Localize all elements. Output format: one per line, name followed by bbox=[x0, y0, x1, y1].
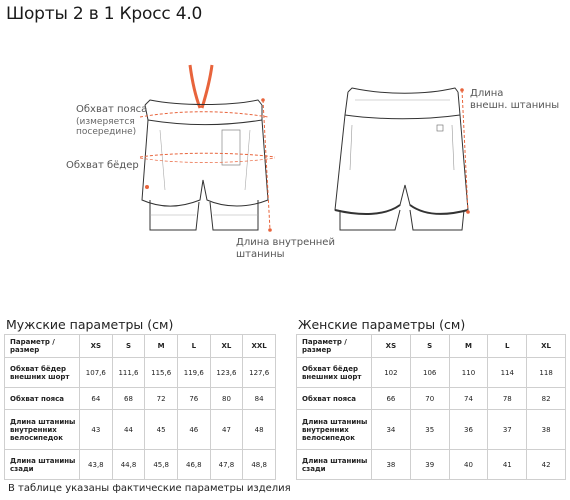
table-header-cell: XS bbox=[372, 335, 411, 358]
table-header-cell: XL bbox=[210, 335, 243, 358]
waist-note-line1: (измеряется bbox=[76, 117, 135, 127]
table-row bbox=[297, 358, 566, 388]
table-header-row bbox=[297, 335, 566, 358]
waist-note-line2: посередине) bbox=[76, 127, 137, 137]
table-header-cell: XXL bbox=[243, 335, 276, 358]
row-label: Длина штанины сзади bbox=[297, 450, 372, 480]
waist-annotation: Обхват пояса bbox=[76, 104, 148, 115]
table-cell: 45 bbox=[145, 410, 178, 450]
table-cell: 114 bbox=[488, 358, 527, 388]
table-cell: 66 bbox=[372, 388, 411, 410]
table-cell: 45,8 bbox=[145, 450, 178, 480]
table-cell: 123,6 bbox=[210, 358, 243, 388]
table-cell: 68 bbox=[112, 388, 145, 410]
table-cell: 102 bbox=[372, 358, 411, 388]
table-cell: 36 bbox=[449, 410, 488, 450]
table-cell: 48 bbox=[243, 410, 276, 450]
row-label: Длина штанины внутренних велосипедок bbox=[297, 410, 372, 450]
table-cell: 106 bbox=[410, 358, 449, 388]
outer-length-annotation-line2: внешн. штанины bbox=[470, 100, 560, 111]
table-cell: 47 bbox=[210, 410, 243, 450]
outer-length-annotation-line1: Длина bbox=[470, 88, 504, 99]
table-cell: 111,6 bbox=[112, 358, 145, 388]
table-cell: 42 bbox=[527, 450, 566, 480]
table-cell: 74 bbox=[449, 388, 488, 410]
table-cell: 41 bbox=[488, 450, 527, 480]
row-label: Длина штанины внутренних велосипедок bbox=[5, 410, 80, 450]
table-header-cell: Параметр / размер bbox=[297, 335, 372, 358]
table-header-cell: M bbox=[145, 335, 178, 358]
table-cell: 48,8 bbox=[243, 450, 276, 480]
table-cell: 46,8 bbox=[177, 450, 210, 480]
women-table-title: Женские параметры (см) bbox=[298, 317, 466, 332]
table-cell: 110 bbox=[449, 358, 488, 388]
table-cell: 44 bbox=[112, 410, 145, 450]
table-cell: 38 bbox=[527, 410, 566, 450]
table-header-cell: M bbox=[449, 335, 488, 358]
page-title: Шорты 2 в 1 Кросс 4.0 bbox=[6, 4, 203, 24]
table-cell: 39 bbox=[410, 450, 449, 480]
table-cell: 107,6 bbox=[80, 358, 113, 388]
table-cell: 119,6 bbox=[177, 358, 210, 388]
table-cell: 40 bbox=[449, 450, 488, 480]
men-table-title: Мужские параметры (см) bbox=[6, 317, 174, 332]
back-shorts-drawing bbox=[335, 88, 468, 230]
table-header-cell: L bbox=[488, 335, 527, 358]
row-label: Длина штанины сзади bbox=[5, 450, 80, 480]
table-row bbox=[5, 388, 276, 410]
table-row bbox=[297, 388, 566, 410]
table-cell: 118 bbox=[527, 358, 566, 388]
table-cell: 64 bbox=[80, 388, 113, 410]
table-cell: 37 bbox=[488, 410, 527, 450]
inner-length-annotation-line2: штанины bbox=[236, 249, 285, 260]
table-cell: 115,6 bbox=[145, 358, 178, 388]
table-header-row bbox=[5, 335, 276, 358]
table-cell: 34 bbox=[372, 410, 411, 450]
table-cell: 35 bbox=[410, 410, 449, 450]
table-header-cell: XL bbox=[527, 335, 566, 358]
row-label: Обхват бёдер внешних шорт bbox=[5, 358, 80, 388]
row-label: Обхват пояса bbox=[297, 388, 372, 410]
table-header-cell: S bbox=[410, 335, 449, 358]
hips-annotation: Обхват бёдер bbox=[66, 160, 139, 171]
table-cell: 44,8 bbox=[112, 450, 145, 480]
table-row bbox=[5, 410, 276, 450]
footnote: В таблице указаны фактические параметры изделия bbox=[8, 483, 291, 494]
table-header-cell: XS bbox=[80, 335, 113, 358]
table-row bbox=[5, 358, 276, 388]
row-label: Обхват бёдер внешних шорт bbox=[297, 358, 372, 388]
table-row bbox=[297, 450, 566, 480]
table-header-cell: L bbox=[177, 335, 210, 358]
table-cell: 80 bbox=[210, 388, 243, 410]
men-size-table bbox=[4, 334, 276, 480]
table-cell: 38 bbox=[372, 450, 411, 480]
table-header-cell: Параметр / размер bbox=[5, 335, 80, 358]
table-cell: 43 bbox=[80, 410, 113, 450]
table-cell: 76 bbox=[177, 388, 210, 410]
table-cell: 46 bbox=[177, 410, 210, 450]
table-cell: 43,8 bbox=[80, 450, 113, 480]
front-shorts-drawing bbox=[142, 65, 268, 230]
table-cell: 47,8 bbox=[210, 450, 243, 480]
table-cell: 78 bbox=[488, 388, 527, 410]
table-row bbox=[5, 450, 276, 480]
table-cell: 127,6 bbox=[243, 358, 276, 388]
table-cell: 84 bbox=[243, 388, 276, 410]
table-row bbox=[297, 410, 566, 450]
row-label: Обхват пояса bbox=[5, 388, 80, 410]
table-header-cell: S bbox=[112, 335, 145, 358]
table-cell: 70 bbox=[410, 388, 449, 410]
table-cell: 82 bbox=[527, 388, 566, 410]
women-size-table bbox=[296, 334, 566, 480]
inner-length-annotation-line1: Длина внутренней bbox=[236, 237, 335, 248]
table-cell: 72 bbox=[145, 388, 178, 410]
